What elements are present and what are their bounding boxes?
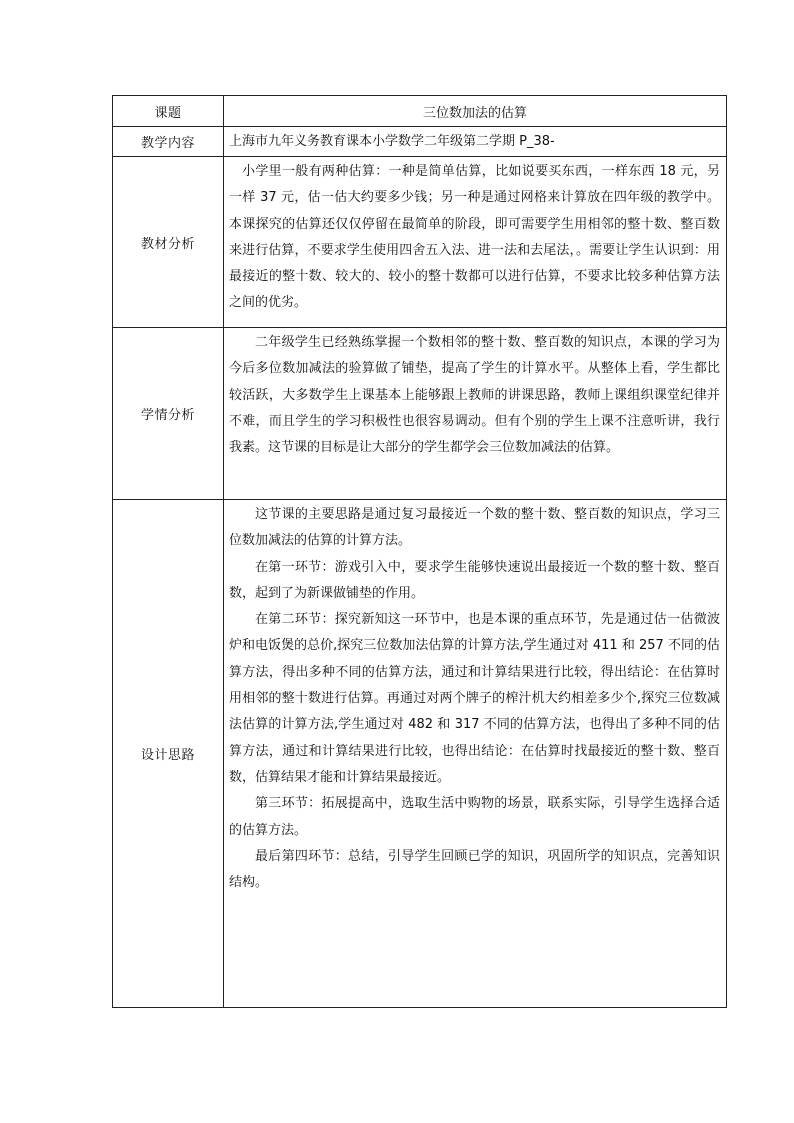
analysis-label: 教材分析	[113, 157, 224, 328]
content-label: 教学内容	[113, 127, 224, 157]
design-paragraph-1: 这节课的主要思路是通过复习最接近一个数的整十数、整百数的知识点，学习三位数加减法的估算的计算方法。	[229, 507, 720, 549]
title-label: 课题	[113, 96, 224, 127]
design-paragraph-2: 在第一环节：游戏引入中，要求学生能够快速说出最接近一个数的整十数、整百数，起到了为新课做铺垫的作用。	[229, 559, 720, 601]
design-paragraph-3: 在第二环节：探究新知这一环节中，也是本课的重点环节，先是通过估一估微波炉和电饭煲的总价,探究三位数加法估算的计算方法,学生通过对 411 和 257 不同的估算方法，得出多种不同的估算方法，通过和计算结果进行比较，得出结论：在估算时用相邻的整十数进行估算。再通过对两个牌子的榨汁机大约相差多少个,探究三位数减法估算的计算方法,学生通过对 482 和 317 不同的估算方法，也得出了多种不同的估算方法，通过和计算结果进行比较，也得出结论：在估算时找最接近的整十数、整百数，估算结果才能和计算结果最接近。	[229, 612, 720, 785]
analysis-paragraph: 小学里一般有两种估算：一种是简单估算，比如说要买东西，一样东西 18 元，另一样 37 元，估一估大约要多少钱；另一种是通过网格来计算放在四年级的教学中。本课探究的估算还仅仅停留在最简单的阶段，即可需要学生用相邻的整十数、整百数来进行估算，不要求学生使用四舍五入法、进一法和去尾法，。需要让学生认识到：用最接近的整十数、较大的、较小的整十数都可以进行估算，不要求比较多种估算方法之间的优劣。	[229, 164, 720, 311]
students-label: 学情分析	[113, 328, 224, 500]
content-value: 上海市九年义务教育课本小学数学二年级第二学期 P_38-	[224, 127, 727, 157]
design-paragraph-5: 最后第四环节：总结，引导学生回顾已学的知识，巩固所学的知识点，完善知识结构。	[229, 848, 720, 891]
lesson-plan-table	[112, 95, 727, 1008]
content-row	[113, 127, 727, 157]
design-paragraph-4: 第三环节：拓展提高中，选取生活中购物的场景，联系实际，引导学生选择合适的估算方法。	[229, 796, 720, 838]
lesson-title: 三位数加法的估算	[224, 96, 727, 127]
students-content	[224, 328, 727, 500]
title-row	[113, 96, 727, 127]
students-paragraph: 二年级学生已经熟练掌握一个数相邻的整十数、整百数的知识点，本课的学习为今后多位数加减法的验算做了铺垫，提高了学生的计算水平。从整体上看，学生都比较活跃，大多数学生上课基本上能够跟上教师的讲课思路，教师上课组织课堂纪律并不难，而且学生的学习积极性也很容易调动。但有个别的学生上课不注意听讲，我行我素。这节课的目标是让大部分的学生都学会三位数加减法的估算。	[229, 335, 720, 456]
analysis-content	[224, 157, 727, 328]
analysis-row	[113, 157, 727, 328]
design-content	[224, 500, 727, 1008]
design-label: 设计思路	[113, 500, 224, 1008]
design-row	[113, 500, 727, 1008]
students-row	[113, 328, 727, 500]
